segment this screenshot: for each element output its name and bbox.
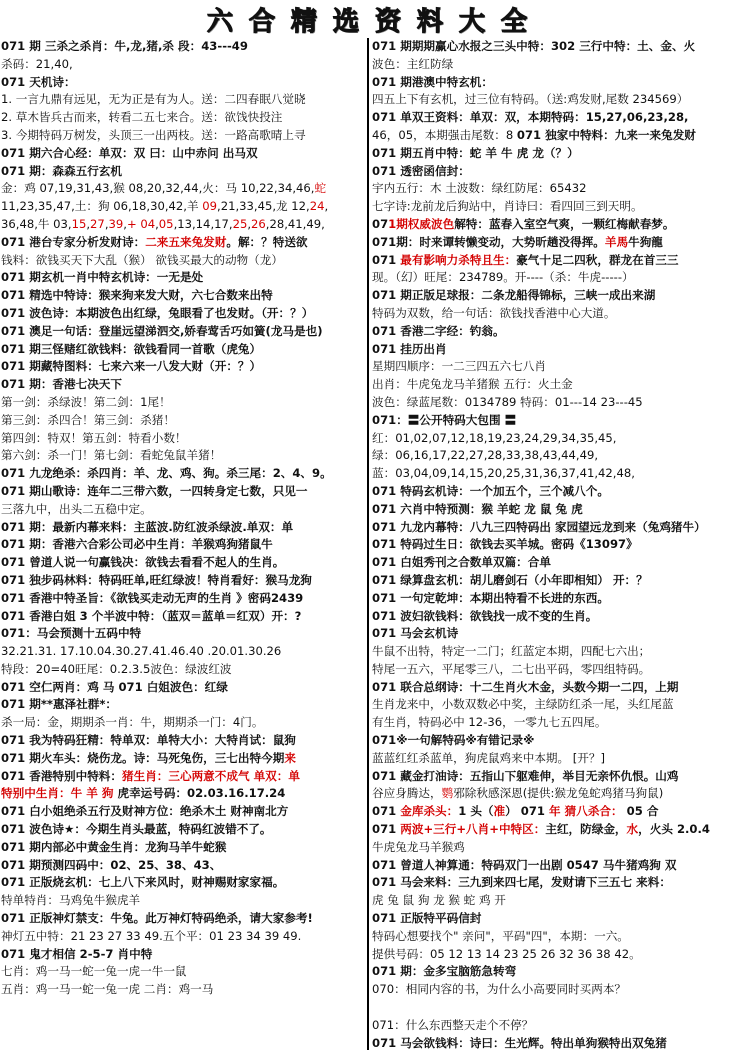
text-segment: 071 正版特平码信封 <box>372 911 482 926</box>
text-segment: 071 特码过生日：欲钱去买羊城。密码《13097》 <box>372 537 638 552</box>
text-segment: 071 <box>372 804 401 819</box>
text-segment: 071 <box>372 252 401 267</box>
text-segment: 解特：蓝春入室空气爽，一颗红梅献春梦。 <box>454 216 675 231</box>
text-segment: , <box>155 216 159 231</box>
title-char: 合 <box>248 6 277 37</box>
text-line <box>371 732 736 750</box>
text-line <box>0 376 366 394</box>
text-line <box>0 714 366 732</box>
text-segment: 071 期：森森五行玄机 <box>1 163 122 178</box>
title-char: 大 <box>459 6 488 37</box>
text-line <box>0 56 366 74</box>
text-line <box>0 821 366 839</box>
text-line <box>0 109 366 127</box>
text-segment: 071 香港二字经：钓翁。 <box>372 323 505 338</box>
text-segment: 星期四顺序：一二三四五六七八肖 <box>372 359 546 374</box>
text-segment: 波色：绿蓝尾数：0134789 特码：01---14 23---45 <box>372 394 643 409</box>
text-line <box>371 1017 736 1035</box>
text-segment: 来 <box>284 750 296 765</box>
text-line <box>0 430 366 448</box>
text-line <box>371 874 736 892</box>
text-segment: + 04 <box>126 216 156 231</box>
text-segment: 071 澳足一句话：登崖远望涕泗交,娇春莺舌巧如簧(龙马是也) <box>1 323 323 338</box>
text-segment: 071 正版神灯禁支：牛兔。此万神灯特码绝杀，请大家参考! <box>1 911 313 926</box>
text-segment: 红：01,02,07,12,18,19,23,24,29,34,35,45, <box>372 430 617 445</box>
text-line <box>371 109 736 127</box>
text-line <box>0 679 366 697</box>
text-segment: 071 曾道人说一句赢钱决：欲钱去看看不起人的生肖。 <box>1 555 285 570</box>
text-line <box>0 696 366 714</box>
text-segment: 071 期正版足球报：二条龙船得锦标，三峡一成出来湖 <box>372 288 656 303</box>
text-segment: 071 期：金多宝脑筋急转弯 <box>372 964 517 979</box>
text-segment: 第六剑：杀一门！第七剑：看蛇兔鼠羊猪！ <box>1 448 222 463</box>
text-line <box>0 643 366 661</box>
text-segment: 071 白小姐绝杀五行及财神方位：绝杀木土 财神南北方 <box>1 804 289 819</box>
text-line <box>371 572 736 590</box>
text-line <box>371 999 736 1017</box>
text-line <box>0 590 366 608</box>
text-line <box>371 821 736 839</box>
text-segment: 出肖：牛虎兔龙马羊猪猴 五行：火土金 <box>372 377 573 392</box>
text-segment: 071 期六合心经：单双：双 曰：山中赤问 出马双 <box>1 145 258 160</box>
text-line <box>371 430 736 448</box>
text-line <box>371 252 736 270</box>
text-segment: , <box>86 216 91 231</box>
text-segment: 071 特码玄机诗：一个加五个，三个减八个。 <box>372 483 609 498</box>
text-segment: ,21,33,45,龙 12, <box>217 199 310 214</box>
text-segment: ，火头 2.0.4 <box>638 822 710 837</box>
text-line <box>0 305 366 323</box>
text-segment: 三落九中，出头二五稳中定。 <box>1 501 152 516</box>
text-segment: 071 独步码林料：特码旺单,旺红绿波！特肖看好：猴马龙狗 <box>1 572 312 587</box>
text-segment: 071 香港白姐 3 个半波中特：（蓝双＝蓝单＝红双）开：? <box>1 608 302 623</box>
text-segment: 071：什么东西整天走个不停？ <box>372 1017 534 1032</box>
text-segment: 蓝：03,04,09,14,15,20,25,31,36,37,41,42,48, <box>372 466 635 481</box>
text-segment: 宇内五行：木 土波数：绿红防尾：65432 <box>372 181 587 196</box>
text-line <box>371 839 736 857</box>
text-segment: 071 绿算盘玄机：胡儿磨剑石（小年即相知） 开：？ <box>372 572 648 587</box>
text-segment: 1. 一言九鼎有远见，无为正是有为人。送：二四春眠八觉晓 <box>1 92 306 107</box>
text-segment: 071期：时来谭转懒变动，大势昕趟没得挥。 <box>372 234 605 249</box>
text-segment: 39 <box>108 216 124 231</box>
text-line <box>0 625 366 643</box>
text-segment: 071 港台专家分析发财诗： <box>1 234 146 249</box>
text-segment: 071 空仁两肖：鸡 马 071 白姐波色：红绿 <box>1 679 228 694</box>
text-segment: 071 白姐秀刊之合数单双篇：合单 <box>372 555 551 570</box>
text-line <box>371 412 736 430</box>
text-line <box>0 198 366 216</box>
text-line <box>371 608 736 626</box>
text-segment: 071 <box>372 822 401 837</box>
text-line <box>371 56 736 74</box>
text-segment: 特段：20=40旺尾：0.2.3.5波色：绿波红波 <box>1 661 232 676</box>
text-line <box>0 216 366 234</box>
text-segment: 15 <box>71 216 87 231</box>
title-char: 资 <box>375 6 404 37</box>
text-line <box>371 91 736 109</box>
text-segment: 年 猜八杀合： <box>549 804 623 819</box>
text-segment: 第三剑：杀四合！第三剑：杀猪！ <box>1 412 175 427</box>
text-line <box>0 768 366 786</box>
title-char: 料 <box>417 6 446 37</box>
text-segment: 071 曾道人神算通：特码双门一出剧 0547 马牛猪鸡狗 双 <box>372 857 677 872</box>
text-segment: 071 挂历出肖 <box>372 341 447 356</box>
text-segment: 鹦 <box>441 786 454 801</box>
text-segment: 钱料：欲钱买天下大乱（猴） 欲钱买最大的动物（龙） <box>1 252 283 267</box>
text-line <box>0 874 366 892</box>
text-segment: ,28,41,49, <box>265 216 325 231</box>
text-line <box>371 447 736 465</box>
text-segment: 牛鼠不出特，特定一二门；红蓝定本期，四配七六出； <box>372 644 651 659</box>
text-line <box>0 252 366 270</box>
title-char: 六 <box>206 6 235 37</box>
left-column <box>0 38 366 1050</box>
text-line <box>371 216 736 234</box>
text-line <box>371 714 736 732</box>
text-segment: 七字诗:龙前龙后狗站中，肖诗曰：看四回三到天明。 <box>372 199 643 214</box>
text-line <box>371 928 736 946</box>
text-segment: 071 期预测四码中：02、25、38、43、 <box>1 857 222 872</box>
text-line <box>371 180 736 198</box>
text-line <box>0 785 366 803</box>
text-line <box>371 536 736 554</box>
text-line <box>371 590 736 608</box>
text-segment: 主红，防绿金， <box>545 822 627 837</box>
text-line <box>0 483 366 501</box>
text-line <box>0 750 366 768</box>
text-line <box>0 803 366 821</box>
text-line <box>371 554 736 572</box>
text-segment: 虎幸运号码：02.03.16.17.24 <box>117 786 286 801</box>
text-segment: 蓝蓝红红杀蓝单，狗虎鼠鸡来中本期。 [开？] <box>372 750 606 765</box>
text-segment: 26 <box>251 216 266 231</box>
text-segment: 09 <box>202 199 218 214</box>
text-segment: , <box>247 216 252 231</box>
text-segment: 两波+三行+八肖+中特区： <box>400 822 546 837</box>
text-segment: , <box>104 216 109 231</box>
text-segment: 27 <box>90 216 105 231</box>
text-segment: 金：鸡 07,19,31,43,猴 08,20,32,44,火：马 10,22,34,46, <box>1 181 315 196</box>
text-segment: 猪生肖：三心两意不成气 单双：单 <box>122 768 300 783</box>
text-segment: 最有影响力杀特且生： <box>400 252 517 267</box>
text-segment: 第四剑：特双！第五剑：特看小数！ <box>1 430 187 445</box>
text-line <box>371 163 736 181</box>
text-segment: 071 期五肖中特：蛇 羊 牛 虎 龙（？） <box>372 145 579 160</box>
text-line <box>0 963 366 981</box>
text-line <box>371 341 736 359</box>
text-segment: 特单特肖：马鸡兔牛猴虎羊 <box>1 893 141 908</box>
text-line <box>0 981 366 999</box>
text-segment: 071 波色诗：本期波色出红绿，兔眼看了也发财。（开：？） <box>1 305 314 320</box>
text-segment: 071 九龙绝杀：杀四肖：羊、龙、鸡、狗。杀三尾：2、4、9。 <box>1 466 332 481</box>
text-line <box>371 358 736 376</box>
column-divider <box>367 38 369 1050</box>
text-line <box>371 234 736 252</box>
text-segment: 特码为双数，给一句话：欲钱找香港中心大道。 <box>372 305 616 320</box>
text-line <box>0 127 366 145</box>
text-line <box>371 625 736 643</box>
text-segment: 提供号码：05 12 13 14 23 25 26 32 36 38 42。 <box>372 946 641 961</box>
text-segment: 1 头（ <box>458 804 494 819</box>
text-segment: 五肖：鸡一马一蛇一兔一虎 二肖：鸡一马 <box>1 982 214 997</box>
text-line <box>0 910 366 928</box>
text-line <box>371 1035 736 1050</box>
right-column <box>371 38 736 1050</box>
text-segment: 071 期藏特图料：七来六来一八发大财（开：？） <box>1 359 262 374</box>
text-segment: 071 期：香港六合彩公司必中生肖：羊猴鸡狗猪鼠牛 <box>1 537 273 552</box>
text-segment: 071 联合总纲诗：十二生肖火木金，头数今期一二四，上期 <box>372 679 679 694</box>
text-line <box>371 38 736 56</box>
text-line <box>0 234 366 252</box>
text-line <box>371 323 736 341</box>
text-segment: 绿：06,16,17,22,27,28,33,38,43,44,49, <box>372 448 599 463</box>
text-segment: 25 <box>232 216 248 231</box>
text-segment: 特码心想要找个" 亲问"，平码"四"，本期：一六。 <box>372 928 629 943</box>
text-segment: 071 香港特别中特料： <box>1 768 122 783</box>
text-segment: 46，05，本期强击尾数：8 <box>372 127 517 142</box>
text-line <box>371 269 736 287</box>
text-segment: 071 期 三杀之杀肖：牛,龙,猪,杀 段：43---49 <box>1 39 248 53</box>
title-char: 全 <box>501 6 530 37</box>
text-line <box>371 857 736 875</box>
text-segment: 二来五来兔发财 <box>145 234 227 249</box>
text-segment: 1期权威波色 <box>388 216 455 231</box>
text-segment: 牛虎兔龙马羊猴鸡 <box>372 839 465 854</box>
text-segment: 071：马会预测十五码中特 <box>1 626 142 641</box>
text-segment: 谷应身腾达， <box>372 786 442 801</box>
text-segment: 24 <box>309 199 325 214</box>
title-char: 精 <box>290 6 319 37</box>
text-segment: ） 071 <box>505 804 550 819</box>
text-line <box>371 127 736 145</box>
text-segment: 32.21.31. 17.10.04.30.27.41.46.40 .20.01.30.26 <box>1 644 282 659</box>
text-segment: 特尾一五六，平尾零三八，二七出平码，零四组特码。 <box>372 661 651 676</box>
text-segment: 071 正版烧玄机：七上八下来风时，财神赐财家家福。 <box>1 875 285 890</box>
text-line <box>0 465 366 483</box>
text-line <box>0 661 366 679</box>
text-line <box>0 74 366 92</box>
text-segment: 第一剑：杀绿波！第二剑：1尾！ <box>1 394 171 409</box>
text-line <box>0 519 366 537</box>
text-line <box>0 732 366 750</box>
text-segment: 071 马会来料：三九到来四七尾，发财请下三五七 来料： <box>372 875 671 890</box>
text-line <box>371 661 736 679</box>
text-line <box>0 839 366 857</box>
text-segment: 金库杀头： <box>400 804 459 819</box>
text-segment: 36,48,牛 03, <box>1 216 72 231</box>
text-segment: 071 期**惠泽社群*： <box>1 697 117 712</box>
text-line <box>0 536 366 554</box>
text-line <box>371 501 736 519</box>
text-segment: 杀码：21,40, <box>1 56 73 71</box>
text-segment: 杀一局：金，期期杀一肖：牛，期期杀一门：4门。 <box>1 715 264 730</box>
text-line <box>0 91 366 109</box>
text-segment: 071 天机诗： <box>1 74 76 89</box>
text-segment: 水 <box>626 822 639 837</box>
text-line <box>0 572 366 590</box>
text-line <box>0 323 366 341</box>
text-line <box>0 412 366 430</box>
text-segment: 3. 今期特码万树发，头顶三一出两枝。送：一路高歌晴上寻 <box>1 127 306 142</box>
text-line <box>371 696 736 714</box>
text-line <box>371 643 736 661</box>
text-segment: 071 透密函信封： <box>372 163 470 178</box>
text-segment: 071※一句解特码※有错记录※ <box>372 733 535 748</box>
text-segment: 05 <box>158 216 174 231</box>
text-segment: 牛狗龍 <box>628 234 663 249</box>
text-line <box>371 287 736 305</box>
text-line <box>371 679 736 697</box>
text-line <box>0 501 366 519</box>
text-segment: 有生肖，特码必中 12-36，一零九七五四尾。 <box>372 715 607 730</box>
text-line <box>371 785 736 803</box>
text-segment: , <box>123 216 127 231</box>
text-line <box>0 946 366 964</box>
text-segment: 05 合 <box>622 804 659 819</box>
text-line <box>0 38 366 56</box>
text-segment: 豪气十足二四秋，群龙在首三三 <box>516 252 679 267</box>
text-segment: 071 一句定乾坤：本期出特看不长进的东西。 <box>372 590 609 605</box>
text-segment: 11,23,35,47,土：狗 06,18,30,42,羊 <box>1 199 203 214</box>
title-char: 选 <box>332 6 361 37</box>
text-segment: 七肖：鸡一马一蛇一兔一虎一牛一鼠 <box>1 964 187 979</box>
text-segment: 071 马会欲钱料：诗曰：生光辉。特出单狗猴特出双兔猪 <box>372 1035 667 1050</box>
text-line <box>371 74 736 92</box>
text-segment: 生肖龙来中，小数双数必中奖，主绿防红杀一尾，头红尾蓝 <box>372 697 674 712</box>
text-segment: ,13,14,17, <box>173 216 233 231</box>
text-line <box>0 163 366 181</box>
text-segment: 071 波色诗★：今期生肖头最蓝，特码红波错不了。 <box>1 822 272 837</box>
text-segment: 特别中生肖：牛 羊 狗 <box>1 786 118 801</box>
text-line <box>0 341 366 359</box>
text-segment: 071 期三怪赌红欲钱料：欲钱看同一首歌（虎兔） <box>1 341 262 356</box>
text-segment: 071 期火车头：烧伤龙。诗：马死兔伤，三七出特今期 <box>1 750 285 765</box>
text-segment: 071 独家中特料：九来一来兔发财 <box>516 127 696 142</box>
text-segment: 蛇 <box>314 181 327 196</box>
text-line <box>0 857 366 875</box>
text-line <box>371 519 736 537</box>
text-segment: 071 藏金打油诗：五指山下躯难伸，举目无亲怀仇恨。山鸡 <box>372 768 679 783</box>
text-line <box>0 892 366 910</box>
text-line <box>371 892 736 910</box>
text-segment: 071 期：香港七决天下 <box>1 377 122 392</box>
text-line <box>0 145 366 163</box>
text-segment: 071 我为特码狂精：特单双：单特大小：大特肖试：鼠狗 <box>1 733 296 748</box>
text-segment: 071 单双王资料：单双：双，本期特码：15,27,06,23,28, <box>372 110 689 125</box>
text-segment: 准 <box>493 804 506 819</box>
text-segment: 071 期玄机一肖中特玄机诗：一无是处 <box>1 270 204 285</box>
text-line <box>371 305 736 323</box>
text-segment: 神灯五中特：21 23 27 33 49.五个平：01 23 34 39 49. <box>1 928 302 943</box>
text-line <box>0 554 366 572</box>
text-segment: 。解：？特送欲 <box>226 234 308 249</box>
text-segment: 虎 兔 鼠 狗 龙 猴 蛇 鸡 开 <box>372 893 506 908</box>
text-segment: 070：相同内容的书，为什么小高要同时买两本？ <box>372 982 627 997</box>
text-line <box>371 981 736 999</box>
text-segment: 羊馬 <box>604 234 629 249</box>
text-line <box>0 608 366 626</box>
text-line <box>371 963 736 981</box>
text-line <box>0 269 366 287</box>
text-line <box>371 394 736 412</box>
text-line <box>0 180 366 198</box>
text-segment: 071 鬼才相信 2-5-7 肖中特 <box>1 946 153 961</box>
text-line <box>0 394 366 412</box>
text-segment: 071 六肖中特预测：猴 羊蛇 龙 鼠 兔 虎 <box>372 501 583 516</box>
text-segment: , <box>324 199 329 214</box>
text-segment: 071 期内部必中黄金生肖：龙狗马羊牛蛇猴 <box>1 839 227 854</box>
text-line <box>371 483 736 501</box>
text-line <box>0 287 366 305</box>
text-line <box>371 145 736 163</box>
text-line <box>371 198 736 216</box>
text-segment: 071 马会玄机诗 <box>372 626 459 641</box>
text-segment: 071：〓公开特码大包围 〓 <box>372 412 517 427</box>
page-title <box>0 0 736 38</box>
text-segment: 071 波妇欲钱料：欲钱找一成不变的生肖。 <box>372 608 598 623</box>
text-line <box>371 750 736 768</box>
text-segment: 071 九龙内幕特：八九三四特码出 家园望远龙到来（兔鸡猪牛） <box>372 519 706 534</box>
text-segment: 四五上下有玄机，过三位有特码。（送:鸡发财,尾数 234569） <box>372 92 689 107</box>
text-segment: 07 <box>372 216 389 231</box>
text-segment: 071 期港澳中特玄机： <box>372 74 493 89</box>
text-line <box>0 358 366 376</box>
text-segment: 现。（幻）旺尾：234789。开----（杀：牛虎-----） <box>372 270 634 285</box>
text-segment: 071 精选中特诗：猴来狗来发大财，六七合数来出特 <box>1 288 273 303</box>
text-line <box>371 910 736 928</box>
text-line <box>371 803 736 821</box>
text-segment: 邪除秋感深恩(提供:猴龙兔蛇鸡猪马狗鼠) <box>453 786 664 801</box>
text-segment: 071 期：最新内幕来料：主蓝波.防红波杀绿波.单双：单 <box>1 519 294 534</box>
text-segment: 2. 草木皆兵古而来，转看二五七来合。送：欲饯快投注 <box>1 110 283 125</box>
text-line <box>371 768 736 786</box>
text-segment: 071 期期期赢心水报之三头中特：302 三行中特：土、金、火 <box>372 39 696 53</box>
text-line <box>371 946 736 964</box>
text-segment: 波色：主红防绿 <box>372 56 454 71</box>
text-line <box>0 928 366 946</box>
text-line <box>371 465 736 483</box>
text-segment: 071 香港中特圣旨：《欲钱买走动无声的生肖 》密码2439 <box>1 590 304 605</box>
text-line <box>371 376 736 394</box>
text-line <box>0 447 366 465</box>
text-segment: 071 期山歌诗：连年二三带六数，一四转身定七数，只见一 <box>1 483 308 498</box>
